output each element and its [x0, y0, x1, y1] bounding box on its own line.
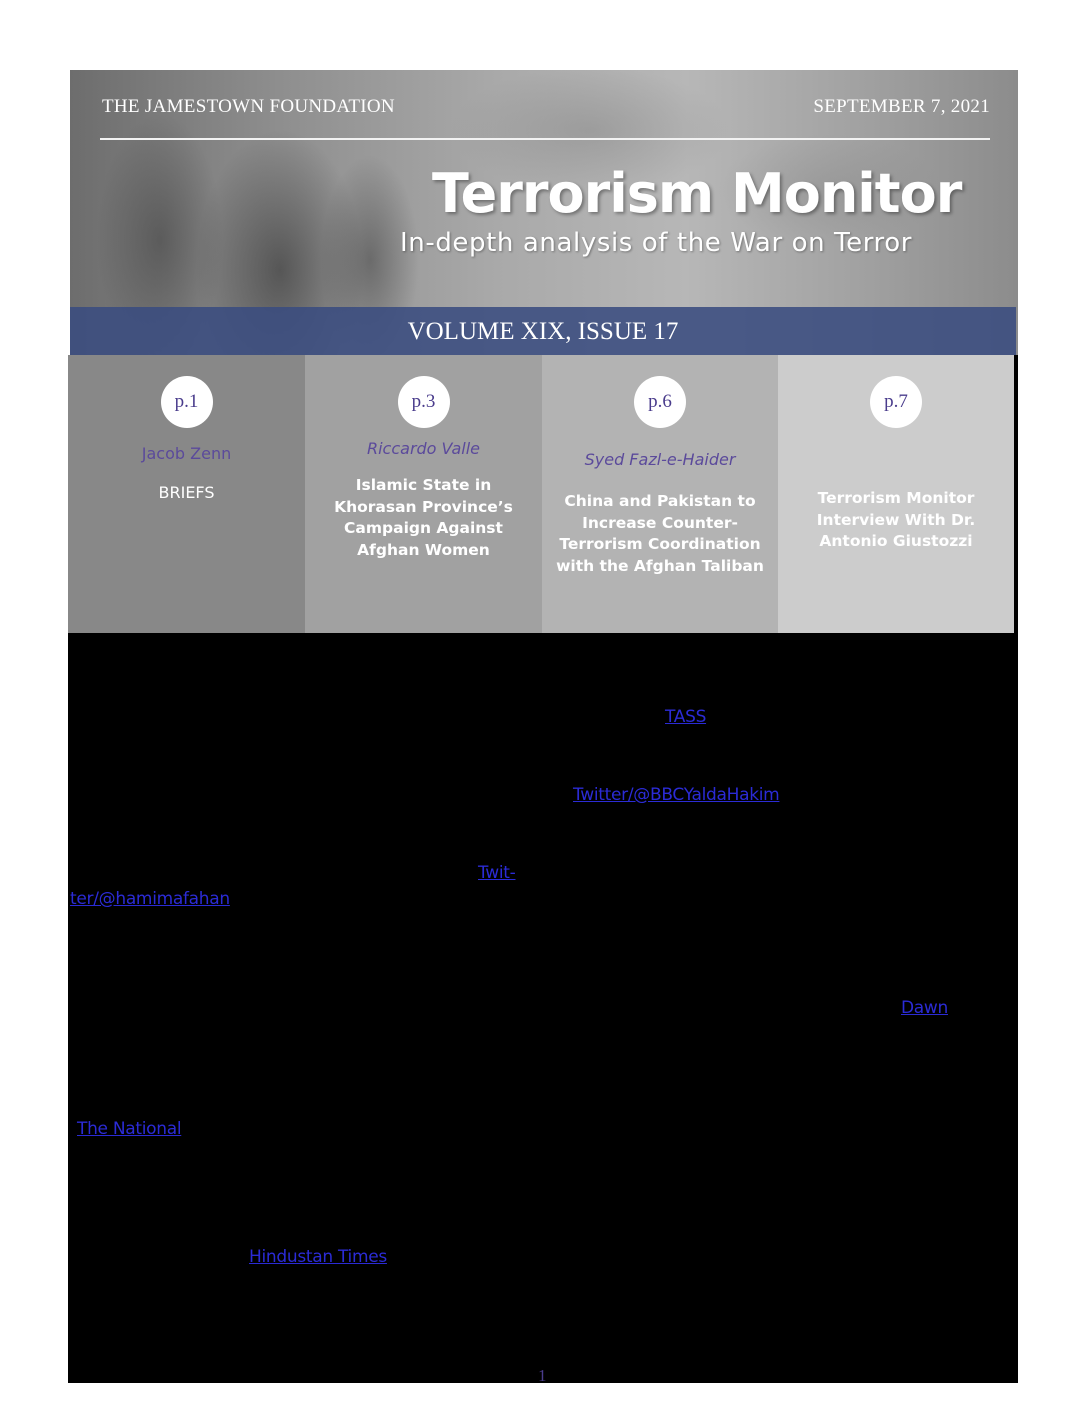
toc-item-china-pakistan[interactable] — [542, 355, 778, 633]
page-frame — [68, 70, 1018, 1383]
publication-subtitle: In-depth analysis of the War on Terror — [400, 228, 913, 258]
volume-issue-text: VOLUME XIX, ISSUE 17 — [407, 318, 679, 345]
volume-issue-bar — [70, 307, 1016, 355]
link-dawn[interactable]: Dawn — [901, 998, 948, 1018]
link-twitter-hamima[interactable]: Twit- — [478, 863, 516, 883]
link-twitter-bbc[interactable]: Twitter/@BBCYaldaHakim — [573, 785, 780, 805]
toc-item-briefs[interactable] — [68, 355, 305, 633]
toc-page-badge: p.6 — [634, 376, 686, 428]
toc-author: Jacob Zenn — [141, 444, 232, 463]
toc-page-badge: p.1 — [161, 376, 213, 428]
toc-author: Riccardo Valle — [366, 439, 481, 458]
page-number: 1 — [538, 1366, 547, 1385]
toc-item-interview[interactable] — [778, 355, 1014, 633]
table-of-contents — [68, 355, 1014, 633]
toc-article-title: Islamic State in Khorasan Province’s Campaign Against Afghan Women — [334, 476, 513, 559]
issue-date: SEPTEMBER 7, 2021 — [813, 96, 990, 117]
masthead-banner — [68, 70, 1018, 355]
toc-article-title: Terrorism Monitor Interview With Dr. Antonio Giustozzi — [816, 489, 976, 550]
toc-article-title: China and Pakistan to Increase Counter-Terrorism Coordination with the Afghan Taliban — [556, 492, 764, 575]
masthead-top-bar — [100, 96, 990, 140]
toc-article-title: BRIEFS — [158, 483, 215, 502]
link-the-national[interactable]: The National — [77, 1119, 182, 1139]
link-tass[interactable]: TASS — [665, 707, 707, 727]
publication-title: Terrorism Monitor — [432, 162, 962, 225]
toc-page-badge: p.3 — [398, 376, 450, 428]
toc-page-badge: p.7 — [870, 376, 922, 428]
toc-author: Syed Fazl-e-Haider — [584, 450, 736, 469]
organization-name: THE JAMESTOWN FOUNDATION — [102, 96, 395, 117]
link-twitter-hamima-continued[interactable]: ter/@hamimafahan — [70, 889, 230, 909]
link-hindustan-times[interactable]: Hindustan Times — [249, 1247, 387, 1267]
toc-item-islamic-state[interactable] — [305, 355, 542, 633]
